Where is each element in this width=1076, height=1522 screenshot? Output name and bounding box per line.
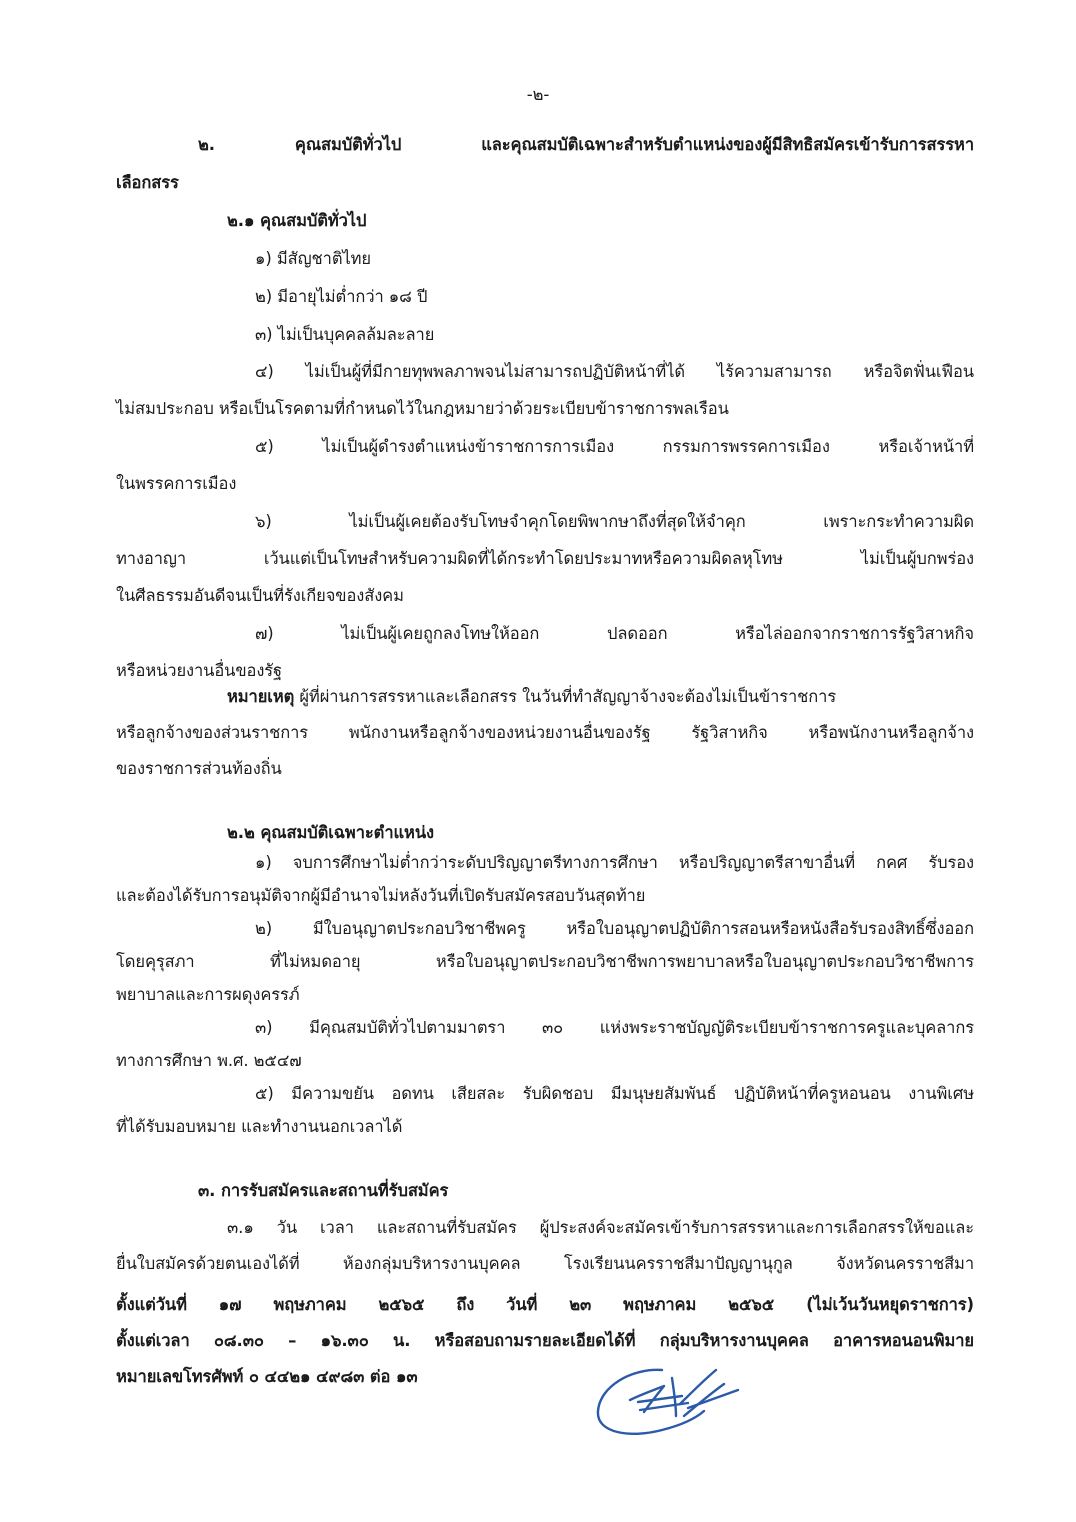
sub1-item-7-line2: หรือหน่วยงานอื่นของรัฐ — [116, 661, 283, 680]
section3-p1-line4: ตั้งแต่เวลา ๐๘.๓๐ – ๑๖.๓๐ น. หรือสอบถามรายละเอียดได้ที่ กลุ่มบริหารงานบุคคล อาคารหอนอนพิมาย — [116, 1331, 974, 1350]
section3-heading: ๓. การรับสมัครและสถานที่รับสมัคร — [198, 1181, 449, 1200]
sub1-title: ๒.๑ คุณสมบัติทั่วไป — [227, 211, 367, 230]
sub2-item-5-line1: ๕) มีความขยัน อดทน เสียสละ รับผิดชอบ มีมนุษยสัมพันธ์ ปฏิบัติหน้าที่ครูหอนอน งานพิเศษ — [255, 1084, 974, 1103]
note-label: หมายเหตุ — [227, 687, 295, 706]
sub1-item-1: ๑) มีสัญชาติไทย — [255, 249, 371, 268]
sub2-item-5-line2: ที่ได้รับมอบหมาย และทำงานนอกเวลาได้ — [116, 1117, 403, 1136]
sub1-item-7-line1: ๗) ไม่เป็นผู้เคยถูกลงโทษให้ออก ปลดออก หรือไล่ออกจากราชการรัฐวิสาหกิจ — [255, 624, 974, 643]
section3-p1-line5: หมายเลขโทรศัพท์ ๐ ๔๔๒๑ ๔๙๘๓ ต่อ ๑๓ — [116, 1367, 418, 1386]
sub1-note-line3: ของราชการส่วนท้องถิ่น — [116, 759, 282, 778]
sub2-item-1-line1: ๑) จบการศึกษาไม่ต่ำกว่าระดับปริญญาตรีทางการศึกษา หรือปริญญาตรีสาขาอื่นที่ กคศ รับรอง — [255, 853, 974, 872]
signature-icon — [592, 1356, 742, 1442]
sub1-note-line2: หรือลูกจ้างของส่วนราชการ พนักงานหรือลูกจ้างของหน่วยงานอื่นของรัฐ รัฐวิสาหกิจ หรือพนักงานหรือลูกจ้าง — [116, 723, 974, 742]
section3-p1-line3: ตั้งแต่วันที่ ๑๗ พฤษภาคม ๒๕๖๕ ถึง วันที่ ๒๓ พฤษภาคม ๒๕๖๕ (ไม่เว้นวันหยุดราชการ) — [116, 1295, 974, 1314]
sub2-title: ๒.๒ คุณสมบัติเฉพาะตำแหน่ง — [227, 823, 434, 842]
sub2-item-3-line1: ๓) มีคุณสมบัติทั่วไปตามมาตรา ๓๐ แห่งพระราชบัญญัติระเบียบข้าราชการครูและบุคลากร — [255, 1018, 974, 1037]
section3-p1-line2: ยื่นใบสมัครด้วยตนเองได้ที่ ห้องกลุ่มบริหารงานบุคคล โรงเรียนนครราชสีมาปัญญานุกูล จังหวัดนครราชสีมา — [116, 1254, 974, 1273]
sub1-item-5-line2: ในพรรคการเมือง — [116, 474, 237, 493]
note-text: ผู้ที่ผ่านการสรรหาและเลือกสรร ในวันที่ทำสัญญาจ้างจะต้องไม่เป็นข้าราชการ — [294, 687, 837, 706]
sub2-item-2-line3: พยาบาลและการผดุงครรภ์ — [116, 985, 300, 1004]
sub1-item-6-line2: ทางอาญา เว้นแต่เป็นโทษสำหรับความผิดที่ได้กระทำโดยประมาทหรือความผิดลหุโทษ ไม่เป็นผู้บกพร่อง — [116, 549, 974, 568]
section2-heading-line2: เลือกสรร — [116, 173, 179, 192]
section2-heading-line1: ๒. คุณสมบัติทั่วไป และคุณสมบัติเฉพาะสำหรับตำแหน่งของผู้มีสิทธิสมัครเข้ารับการสรรหา — [198, 135, 974, 154]
sub1-item-3: ๓) ไม่เป็นบุคคลล้มละลาย — [255, 325, 435, 344]
sub2-item-2-line2: โดยคุรุสภา ที่ไม่หมดอายุ หรือใบอนุญาตประกอบวิชาชีพการพยาบาลหรือใบอนุญาตประกอบวิชาชีพการ — [116, 952, 974, 971]
sub1-item-6-line1: ๖) ไม่เป็นผู้เคยต้องรับโทษจำคุกโดยพิพากษาถึงที่สุดให้จำคุก เพราะกระทำความผิด — [255, 512, 974, 531]
page-number: -๒- — [526, 85, 550, 104]
sub1-note-line1 — [227, 686, 974, 708]
sub2-item-1-line2: และต้องได้รับการอนุมัติจากผู้มีอำนาจไม่หลังวันที่เปิดรับสมัครสอบวันสุดท้าย — [116, 886, 646, 905]
sub2-item-3-line2: ทางการศึกษา พ.ศ. ๒๕๔๗ — [116, 1051, 302, 1070]
sub1-item-4-line1: ๔) ไม่เป็นผู้ที่มีกายทุพพลภาพจนไม่สามารถปฏิบัติหน้าที่ได้ ไร้ความสามารถ หรือจิตฟั่นเฟือน — [255, 362, 974, 381]
sub1-item-2: ๒) มีอายุไม่ต่ำกว่า ๑๘ ปี — [255, 287, 428, 306]
sub2-item-2-line1: ๒) มีใบอนุญาตประกอบวิชาชีพครู หรือใบอนุญาตปฏิบัติการสอนหรือหนังสือรับรองสิทธิ์ซึ่งออก — [255, 919, 974, 938]
sub1-item-4-line2: ไม่สมประกอบ หรือเป็นโรคตามที่กำหนดไว้ในกฎหมายว่าด้วยระเบียบข้าราชการพลเรือน — [116, 399, 729, 418]
section3-p1-line1: ๓.๑ วัน เวลา และสถานที่รับสมัคร ผู้ประสงค์จะสมัครเข้ารับการสรรหาและการเลือกสรรให้ขอและ — [227, 1218, 974, 1237]
sub1-item-5-line1: ๕) ไม่เป็นผู้ดำรงตำแหน่งข้าราชการการเมือง กรรมการพรรคการเมือง หรือเจ้าหน้าที่ — [255, 437, 974, 456]
sub1-item-6-line3: ในศีลธรรมอันดีจนเป็นที่รังเกียจของสังคม — [116, 586, 404, 605]
